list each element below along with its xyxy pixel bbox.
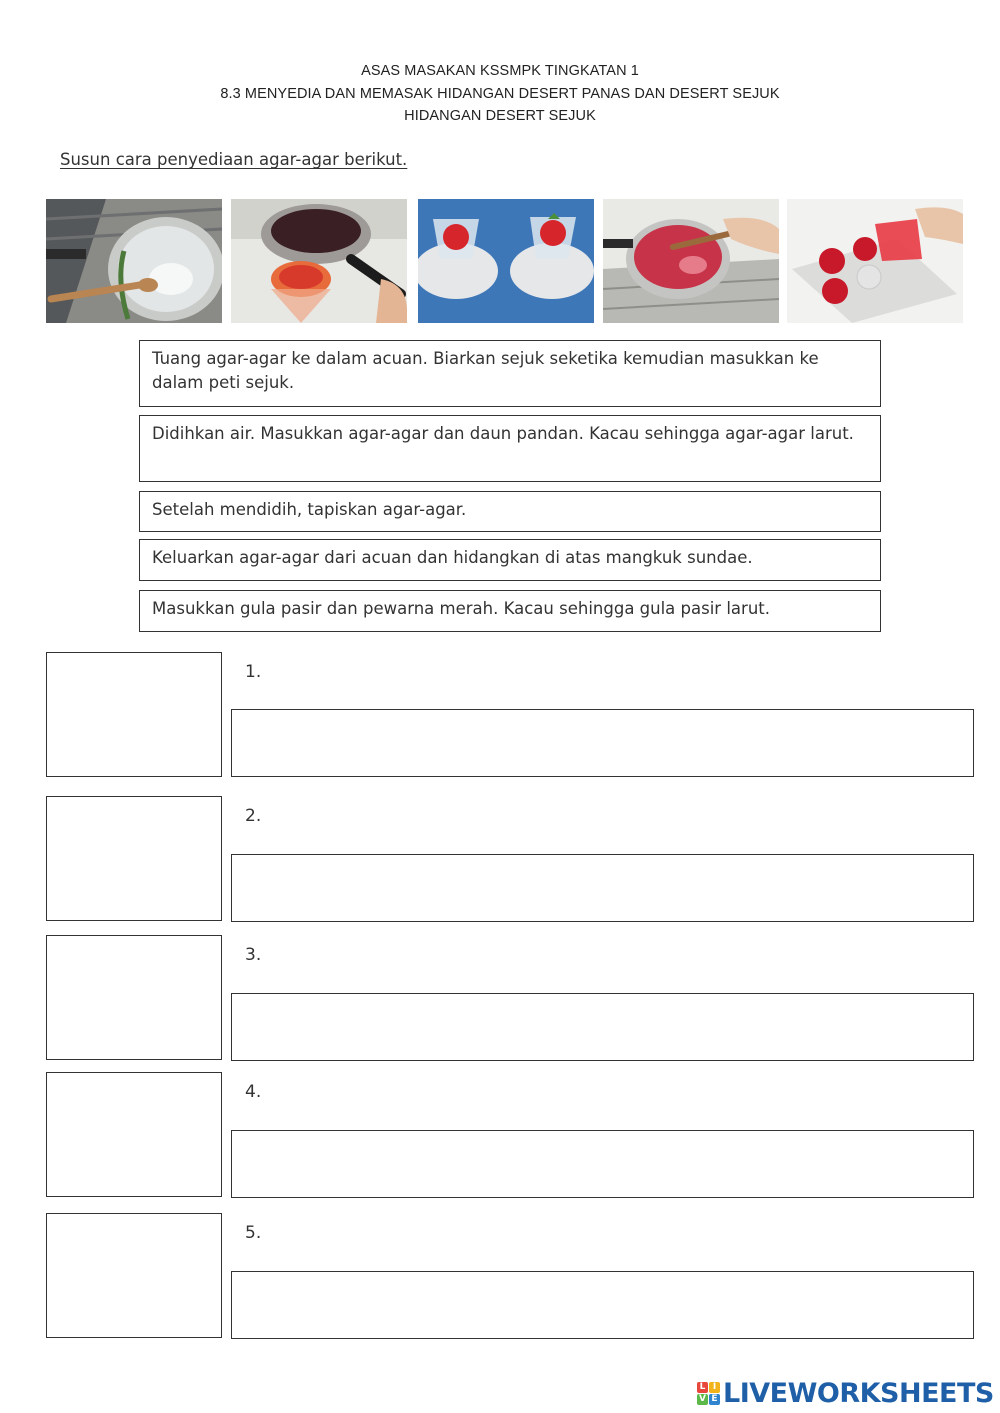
answer-number-2: 2. (245, 806, 262, 826)
photo-stirring-red[interactable] (603, 199, 779, 323)
photo-sundae-bowls[interactable] (418, 199, 594, 323)
step-option-1[interactable] (139, 340, 881, 407)
step-option-2[interactable] (139, 415, 881, 482)
photo-boiling-pot[interactable] (46, 199, 222, 323)
answer-drop-slot-1[interactable] (231, 709, 974, 777)
liveworksheets-brand[interactable] (697, 1376, 994, 1410)
image-drop-slot-3[interactable] (46, 935, 222, 1060)
answer-drop-slot-4[interactable] (231, 1130, 974, 1198)
instruction-text: Susun cara penyediaan agar-agar berikut. (60, 150, 408, 169)
image-drop-slot-4[interactable] (46, 1072, 222, 1197)
header-topic: 8.3 MENYEDIA DAN MEMASAK HIDANGAN DESERT PANAS DAN DESERT SEJUK (220, 85, 780, 102)
worksheet-header (0, 60, 1000, 128)
image-drop-slot-1[interactable] (46, 652, 222, 777)
header-course: ASAS MASAKAN KSSMPK TINGKATAN 1 (361, 63, 639, 79)
answer-number-3: 3. (245, 945, 262, 965)
photo-straining[interactable] (231, 199, 407, 323)
step-option-text: Tuang agar-agar ke dalam acuan. Biarkan sejuk seketika kemudian masukkan ke dalam peti sejuk. (152, 349, 819, 392)
brand-name: LIVEWORKSHEETS (723, 1377, 994, 1409)
liveworksheets-logo-icon: L I V E (697, 1382, 720, 1405)
step-option-3[interactable] (139, 491, 881, 532)
answer-number-4: 4. (245, 1082, 262, 1102)
image-drop-slot-2[interactable] (46, 796, 222, 921)
step-option-text: Masukkan gula pasir dan pewarna merah. Kacau sehingga gula pasir larut. (152, 599, 770, 618)
step-option-4[interactable] (139, 539, 881, 581)
step-option-5[interactable] (139, 590, 881, 632)
answer-drop-slot-2[interactable] (231, 854, 974, 922)
step-option-text: Setelah mendidih, tapiskan agar-agar. (152, 500, 467, 519)
image-drop-slot-5[interactable] (46, 1213, 222, 1338)
step-option-text: Keluarkan agar-agar dari acuan dan hidangkan di atas mangkuk sundae. (152, 548, 753, 567)
step-option-text: Didihkan air. Masukkan agar-agar dan daun pandan. Kacau sehingga agar-agar larut. (152, 424, 854, 443)
answer-drop-slot-3[interactable] (231, 993, 974, 1061)
answer-number-1: 1. (245, 662, 262, 682)
header-subtitle: HIDANGAN DESERT SEJUK (404, 108, 596, 124)
answer-drop-slot-5[interactable] (231, 1271, 974, 1339)
answer-number-5: 5. (245, 1223, 262, 1243)
photo-pouring-mould[interactable] (787, 199, 963, 323)
